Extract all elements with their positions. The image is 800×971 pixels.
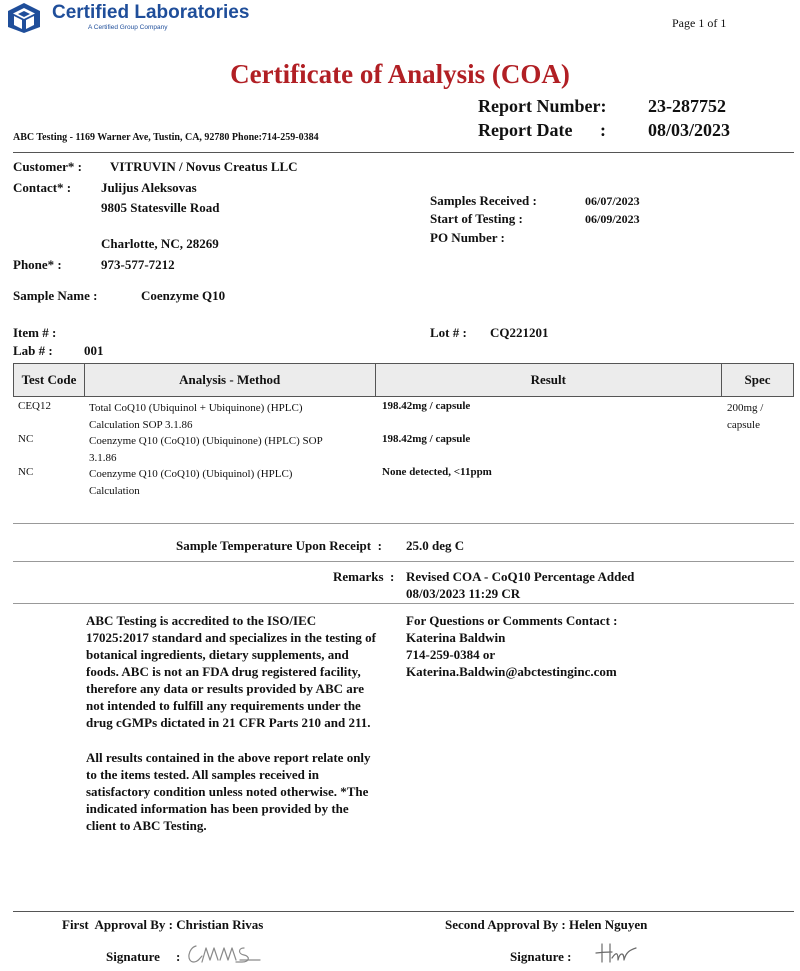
sample-name-value: Coenzyme Q10 <box>141 288 226 303</box>
table-row <box>13 400 794 432</box>
address-line-1: 9805 Statesville Road <box>101 200 220 215</box>
remarks-label: Remarks : <box>333 569 395 584</box>
accreditation-note <box>86 612 376 731</box>
disclaimer-line: to the items tested. All samples received in <box>86 767 319 782</box>
accreditation-line: botanical ingredients, dietary supplements, and <box>86 647 349 662</box>
approval-divider <box>13 911 794 912</box>
start-testing-label: Start of Testing : <box>430 211 523 226</box>
company-logo <box>6 2 256 34</box>
results-table-header <box>13 363 794 397</box>
row-method-line: Total CoQ10 (Ubiquinol + Ubiquinone) (HPLC) <box>89 402 303 414</box>
remarks-divider <box>13 603 794 604</box>
accreditation-line: not intended to fulfill any requirements under the <box>86 698 361 713</box>
row-method-line: Calculation <box>89 485 140 497</box>
samples-received-value: 06/07/2023 <box>585 194 640 208</box>
table-row <box>13 433 794 465</box>
signature-1-image <box>184 940 264 968</box>
contact-note <box>406 612 617 680</box>
item-label: Item # : <box>13 325 57 340</box>
report-date-label: Report Date <box>478 120 573 140</box>
signature-1-colon: : <box>176 949 181 964</box>
contact-label: Contact* : <box>13 180 72 195</box>
accreditation-line: drug cGMPs dictated in 21 CFR Parts 210 and 211. <box>86 715 371 730</box>
contact-line: For Questions or Comments Contact : <box>406 613 618 628</box>
row-test-code: NC <box>18 433 34 445</box>
lab-number-label: Lab # : <box>13 343 53 358</box>
lot-label: Lot # : <box>430 325 467 340</box>
row-method-line: 3.1.86 <box>89 452 117 464</box>
report-number: 23-287752 <box>648 96 726 116</box>
col-test-code: Test Code <box>14 364 85 397</box>
disclaimer-line: client to ABC Testing. <box>86 818 207 833</box>
cube-logo-icon <box>6 2 42 34</box>
temperature-label: Sample Temperature Upon Receipt : <box>176 538 382 553</box>
temperature-value: 25.0 deg C <box>406 538 465 553</box>
col-analysis-method: Analysis - Method <box>84 364 375 397</box>
first-approval: First Approval By : Christian Rivas <box>62 917 264 932</box>
report-date-colon: : <box>600 120 606 140</box>
report-date: 08/03/2023 <box>648 120 731 140</box>
col-result: Result <box>375 364 722 397</box>
contact-line: Katerina.Baldwin@abctestinginc.com <box>406 664 617 679</box>
signature-1-label: Signature <box>106 949 160 964</box>
second-approval: Second Approval By : Helen Nguyen <box>445 917 648 932</box>
accreditation-line: ABC Testing is accredited to the ISO/IEC <box>86 613 317 628</box>
phone-value: 973-577-7212 <box>101 257 175 272</box>
row-method <box>89 466 379 500</box>
row-spec-line: 200mg / <box>727 402 764 414</box>
address-line-2: Charlotte, NC, 28269 <box>101 236 219 251</box>
row-test-code: NC <box>18 466 34 478</box>
logo-tagline: A Certified Group Company <box>88 24 168 31</box>
temperature-divider <box>13 561 794 562</box>
accreditation-line: foods. ABC is not an FDA drug registered facility, <box>86 664 361 679</box>
contact-line: 714-259-0384 or <box>406 647 496 662</box>
row-test-code: CEQ12 <box>18 400 51 412</box>
sample-name-label: Sample Name : <box>13 288 98 303</box>
contact-name: Julijus Aleksovas <box>101 180 197 195</box>
row-method-line: Calculation SOP 3.1.86 <box>89 419 193 431</box>
report-number-label: Report Number: <box>478 96 607 116</box>
row-result: None detected, <11ppm <box>382 466 492 478</box>
logo-name: Certified Laboratories <box>52 2 250 23</box>
row-method-line: Coenzyme Q10 (CoQ10) (Ubiquinol) (HPLC) <box>89 468 293 480</box>
col-spec: Spec <box>722 364 794 397</box>
customer-value: VITRUVIN / Novus Creatus LLC <box>110 159 298 174</box>
start-testing-value: 06/09/2023 <box>585 212 640 226</box>
page-number: Page 1 of 1 <box>672 16 727 30</box>
row-spec <box>727 400 763 434</box>
disclaimer-line: satisfactory condition unless noted otherwise. *The <box>86 784 369 799</box>
disclaimer-line: indicated information has been provided by the <box>86 801 349 816</box>
samples-received-label: Samples Received : <box>430 193 537 208</box>
signature-2-image <box>594 940 644 966</box>
row-method-line: Coenzyme Q10 (CoQ10) (Ubiquinone) (HPLC) SOP <box>89 435 323 447</box>
lot-value: CQ221201 <box>490 325 549 340</box>
row-method <box>89 433 379 467</box>
lab-number-value: 001 <box>84 343 104 358</box>
signature-2-label: Signature : <box>510 949 572 964</box>
remarks-line-2: 08/03/2023 11:29 CR <box>406 586 521 601</box>
disclaimer-line: All results contained in the above report relate only <box>86 750 371 765</box>
contact-line: Katerina Baldwin <box>406 630 506 645</box>
phone-label: Phone* : <box>13 257 62 272</box>
row-method <box>89 400 379 434</box>
disclaimer-note <box>86 749 371 834</box>
customer-label: Customer* : <box>13 159 82 174</box>
accreditation-line: 17025:2017 standard and specializes in the testing of <box>86 630 376 645</box>
row-result: 198.42mg / capsule <box>382 400 471 412</box>
accreditation-line: therefore any data or results provided by ABC are <box>86 681 365 696</box>
header-divider <box>13 152 794 153</box>
po-number-label: PO Number : <box>430 230 505 245</box>
table-row <box>13 466 794 498</box>
remarks-line-1: Revised COA - CoQ10 Percentage Added <box>406 569 635 584</box>
document-title: Certificate of Analysis (COA) <box>230 59 570 89</box>
lab-address: ABC Testing - 1169 Warner Ave, Tustin, CA, 92780 Phone:714-259-0384 <box>13 132 319 143</box>
row-spec-line: capsule <box>727 419 760 431</box>
table-bottom-divider <box>13 523 794 524</box>
row-result: 198.42mg / capsule <box>382 433 471 445</box>
